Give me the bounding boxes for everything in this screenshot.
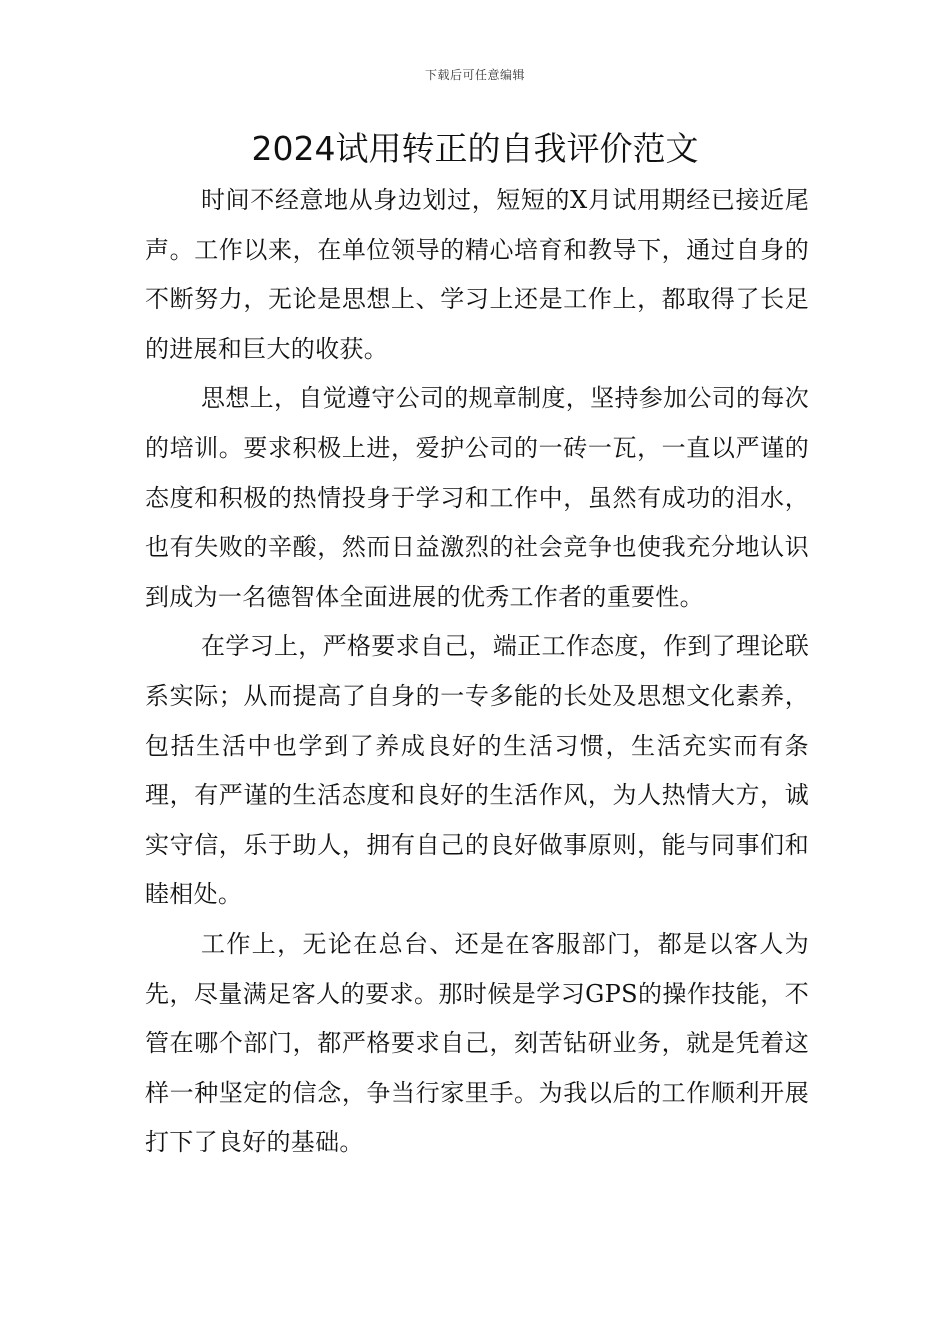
paragraph: 时间不经意地从身边划过，短短的X月试用期经已接近尾声。工作以来，在单位领导的精心培育和教导下，通过自身的不断努力，无论是思想上、学习上还是工作上，都取得了长足的进展和巨大的收获。 <box>145 186 809 363</box>
document-body <box>145 176 809 1168</box>
header-note: 下载后可任意编辑 <box>424 68 525 82</box>
paragraph: 思想上，自觉遵守公司的规章制度，坚持参加公司的每次的培训。要求积极上进，爱护公司的一砖一瓦，一直以严谨的态度和积极的热情投身于学习和工作中，虽然有成功的泪水，也有失败的辛酸，然而日益激烈的社会竞争也使我充分地认识到成为一名德智体全面进展的优秀工作者的重要性。 <box>145 384 809 611</box>
document-title: 2024试用转正的自我评价范文 <box>251 129 699 168</box>
paragraph: 在学习上，严格要求自己，端正工作态度，作到了理论联系实际；从而提高了自身的一专多能的长处及思想文化素养，包括生活中也学到了养成良好的生活习惯，生活充实而有条理，有严谨的生活态度和良好的生活作风，为人热情大方，诚实守信，乐于助人，拥有自己的良好做事原则，能与同事们和睦相处。 <box>145 632 809 909</box>
paragraph: 工作上，无论在总台、还是在客服部门，都是以客人为先，尽量满足客人的要求。那时候是学习GPS的操作技能，不管在哪个部门，都严格要求自己，刻苦钻研业务，就是凭着这样一种坚定的信念，争当行家里手。为我以后的工作顺利开展打下了良好的基础。 <box>145 929 809 1157</box>
